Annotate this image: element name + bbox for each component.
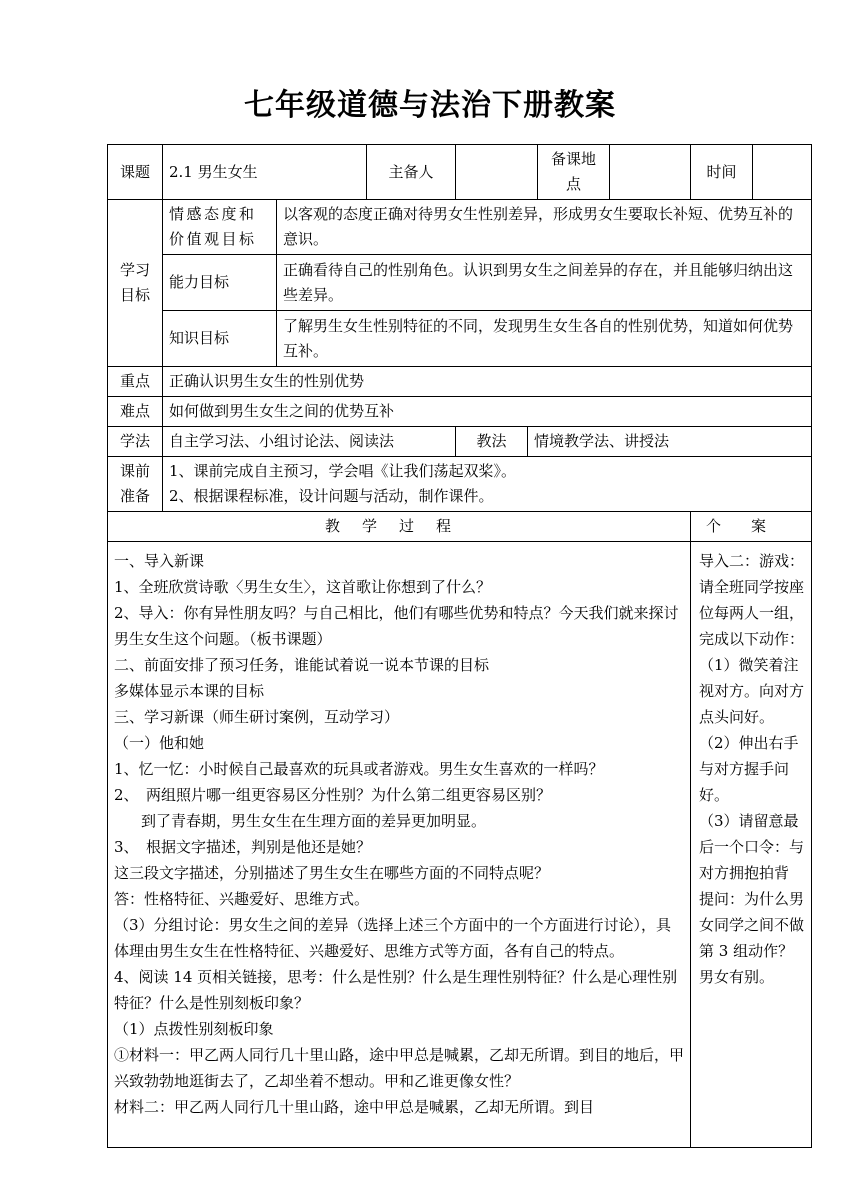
prep-row [108,457,812,512]
difficulty-label: 难点 [108,397,163,427]
objective-row [108,255,812,311]
topic-label: 课题 [108,145,163,200]
process-line: 答：性格特征、兴趣爱好、思维方式。 [114,890,370,908]
process-line: 材料二：甲乙两人同行几十里山路，途中甲总是喊累，乙却无所谓。到目 [114,1098,595,1116]
teach-method-text: 情境教学法、讲授法 [528,427,812,457]
process-line: 一、导入新课 [114,552,205,570]
objective-label: 情感态度和价值观目标 [163,200,277,255]
difficulty-text: 如何做到男生女生之间的优势互补 [163,397,812,427]
header-row [108,145,812,200]
study-method-text: 自主学习法、小组讨论法、阅读法 [163,427,456,457]
difficulty-row [108,397,812,427]
case-line: 导入二：游戏：请全班同学按座位每两人一组，完成以下动作： [699,552,805,648]
objective-label: 知识目标 [163,311,277,367]
objective-text: 了解男生女生性别特征的不同，发现男生女生各自的性别优势，知道如何优势互补。 [277,311,812,367]
prep-text [163,457,812,512]
process-header-row [108,512,812,542]
place-value [610,145,691,200]
prep-label: 课前准备 [108,457,163,512]
process-line: （3）分组讨论：男女生之间的差异（选择上述三个方面中的一个方面进行讨论），具体理由男生女生在性格特征、兴趣爱好、思维方式等方面，各有自己的特点。 [114,916,672,960]
objective-label: 能力目标 [163,255,277,311]
process-line: ①材料一：甲乙两人同行几十里山路，途中甲总是喊累，乙却无所谓。到目的地后，甲兴致勃勃地逛街去了，乙却坐着不想动。甲和乙谁更像女性？ [114,1046,685,1090]
lead-label: 主备人 [367,145,456,200]
process-line: 3、 根据文字描述，判别是他还是她？ [114,838,372,856]
lesson-plan-table [107,144,812,1148]
methods-row [108,427,812,457]
process-header: 教学过程 [108,512,691,542]
teach-method-label: 教法 [456,427,528,457]
objective-row [108,311,812,367]
process-line: 多媒体显示本课的目标 [114,682,265,700]
key-point-row [108,367,812,397]
time-value [753,145,812,200]
process-line: 4、阅读 14 页相关链接，思考：什么是性别？什么是生理性别特征？什么是心理性别特征？什么是性别刻板印象？ [114,968,678,1012]
process-line: 1、全班欣赏诗歌〈男生女生〉，这首歌让你想到了什么？ [114,578,492,596]
case-line: （1）微笑着注视对方。向对方点头问好。 [699,656,805,726]
objective-text: 正确看待自己的性别角色。认识到男女生之间差异的存在，并且能够归纳出这些差异。 [277,255,812,311]
process-line: 三、学习新课（师生研讨案例，互动学习） [114,708,400,726]
objective-row [108,200,812,255]
case-content [691,542,812,1148]
process-line: 到了青春期，男生女生在生理方面的差异更加明显。 [126,812,487,830]
process-line: 2、导入：你有异性朋友吗？与自己相比，他们有哪些优势和特点？今天我们就来探讨男生女生这个问题。（板书课题） [114,604,679,648]
process-line: 2、 两组照片哪一组更容易区分性别？为什么第二组更容易区别？ [114,786,552,804]
process-line: 二、前面安排了预习任务，谁能试着说一说本节课的目标 [114,656,490,674]
prep-line: 2、根据课程标准，设计问题与活动，制作课件。 [169,487,494,505]
time-label: 时间 [691,145,753,200]
key-point-text: 正确认识男生女生的性别优势 [163,367,812,397]
process-line: 这三段文字描述，分别描述了男生女生在哪些方面的不同特点呢？ [114,864,550,882]
process-content [108,542,691,1148]
process-line: （1）点拨性别刻板印象 [114,1020,274,1038]
case-line: （3）请留意最后一个口令：与对方拥抱拍背 [699,812,805,882]
process-line: 1、忆一忆：小时候自己最喜欢的玩具或者游戏。男生女生喜欢的一样吗？ [114,760,604,778]
objectives-label: 学习目标 [108,200,163,367]
process-row [108,542,812,1148]
prep-line: 1、课前完成自主预习，学会唱《让我们荡起双桨》。 [169,462,517,480]
case-header: 个案 [691,512,812,542]
topic-value: 2.1 男生女生 [163,145,367,200]
case-line: 提问：为什么男女同学之间不做第 3 组动作？男女有别。 [699,890,805,986]
study-method-label: 学法 [108,427,163,457]
objective-text: 以客观的态度正确对待男女生性别差异，形成男女生要取长补短、优势互补的意识。 [277,200,812,255]
page-title: 七年级道德与法治下册教案 [244,88,616,123]
key-point-label: 重点 [108,367,163,397]
case-line: （2）伸出右手与对方握手问好。 [699,734,799,804]
place-label: 备课地点 [538,145,610,200]
lead-value [456,145,538,200]
process-line: （一）他和她 [114,734,205,752]
